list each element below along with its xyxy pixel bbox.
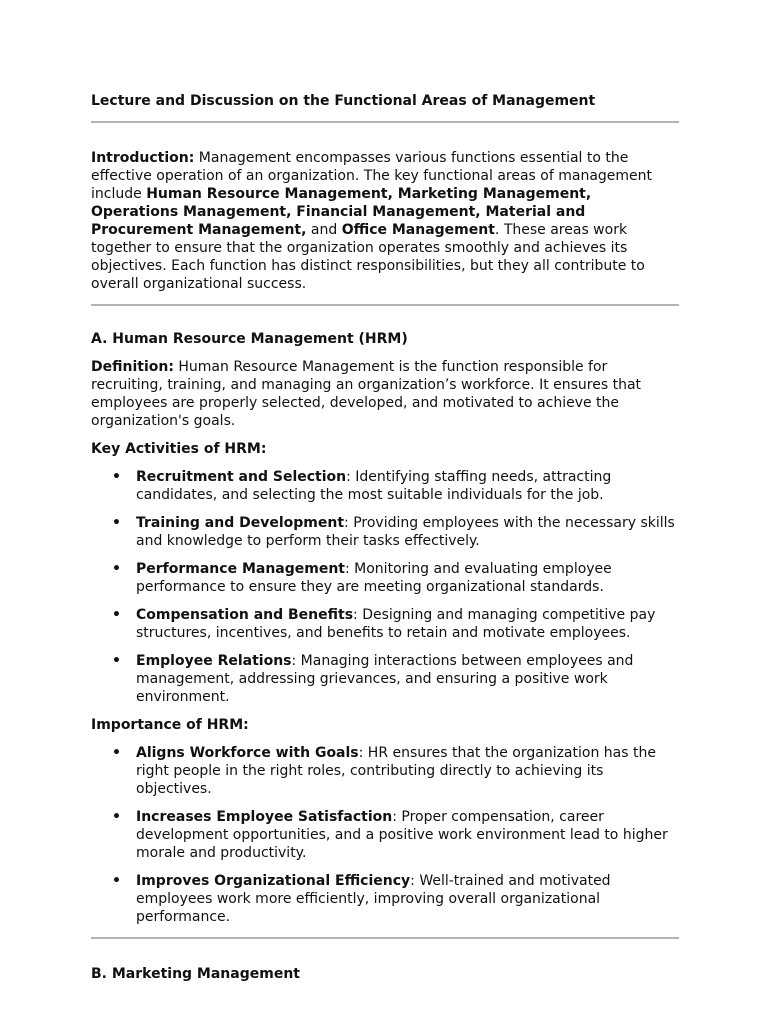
key-activities-heading: Key Activities of HRM: [91,441,267,457]
document-page [91,92,679,983]
importance-list [91,744,679,926]
importance-heading: Importance of HRM: [91,717,249,733]
introduction-text: and [306,222,342,238]
divider [91,121,679,123]
list-item [91,468,679,504]
list-item-term: Performance Management [136,561,345,577]
list-item-term: Recruitment and Selection [136,469,347,485]
list-item-term: Training and Development [136,515,345,531]
list-item-description: : Providing employees with the necessary skills and knowledge to perform their tasks effectively. [136,515,675,549]
list-item [91,514,679,550]
list-item-description: : Well-trained and motivated employees work more efficiently, improving overall organizational performance. [136,873,611,925]
introduction-text: . These areas work together to ensure that the organization operates smoothly and achieves its objectives. Each function has distinct responsibilities, but they all contribute to overall organizational success. [91,222,645,292]
list-item [91,744,679,798]
list-item [91,652,679,706]
list-item-term: Increases Employee Satisfaction [136,809,393,825]
bullet-icon: • [112,561,121,577]
list-item-term: Employee Relations [136,653,292,669]
list-item-term: Improves Organizational Efficiency [136,873,411,889]
list-item-description: : Managing interactions between employees and management, addressing grievances, and ensuring a positive work environment. [136,653,634,705]
list-item [91,808,679,862]
list-item-description: : Designing and managing competitive pay structures, incentives, and benefits to retain and motivate employees. [136,607,656,641]
list-item [91,560,679,596]
introduction-text: Management encompasses various functions essential to the effective operation of an organization. The key functional areas of management include [91,150,653,202]
list-item-description: : Monitoring and evaluating employee performance to ensure they are meeting organizational standards. [136,561,612,595]
definition-label: Definition: [91,359,174,375]
introduction-areas-list: Human Resource Management, Marketing Management, Operations Management, Financial Management, Material and Procurement Management, [91,186,592,238]
definition-paragraph [91,358,679,430]
list-item-description: : Proper compensation, career development opportunities, and a positive work environment lead to higher morale and productivity. [136,809,668,861]
section-a-heading: A. Human Resource Management (HRM) [91,331,408,347]
introduction-label: Introduction: [91,150,195,166]
divider [91,304,679,306]
introduction-office-management: Office Management [341,222,495,238]
key-activities-list [91,468,679,706]
divider [91,937,679,939]
bullet-icon: • [112,653,121,669]
bullet-icon: • [112,809,121,825]
bullet-icon: • [112,607,121,623]
definition-text: Human Resource Management is the function responsible for recruiting, training, and managing an organization’s workforce. It ensures that employees are properly selected, developed, and motivated to achieve the organization's goals. [91,359,642,429]
document-title: Lecture and Discussion on the Functional Areas of Management [91,93,596,109]
section-b-heading: B. Marketing Management [91,966,300,982]
list-item-term: Compensation and Benefits [136,607,354,623]
list-item [91,606,679,642]
bullet-icon: • [112,469,121,485]
list-item [91,872,679,926]
list-item-term: Aligns Workforce with Goals [136,745,359,761]
introduction-paragraph [91,149,679,293]
bullet-icon: • [112,515,121,531]
bullet-icon: • [112,745,121,761]
bullet-icon: • [112,873,121,889]
list-item-description: : HR ensures that the organization has the right people in the right roles, contributing directly to achieving its objectives. [136,745,656,797]
list-item-description: : Identifying staffing needs, attracting candidates, and selecting the most suitable individuals for the job. [136,469,612,503]
